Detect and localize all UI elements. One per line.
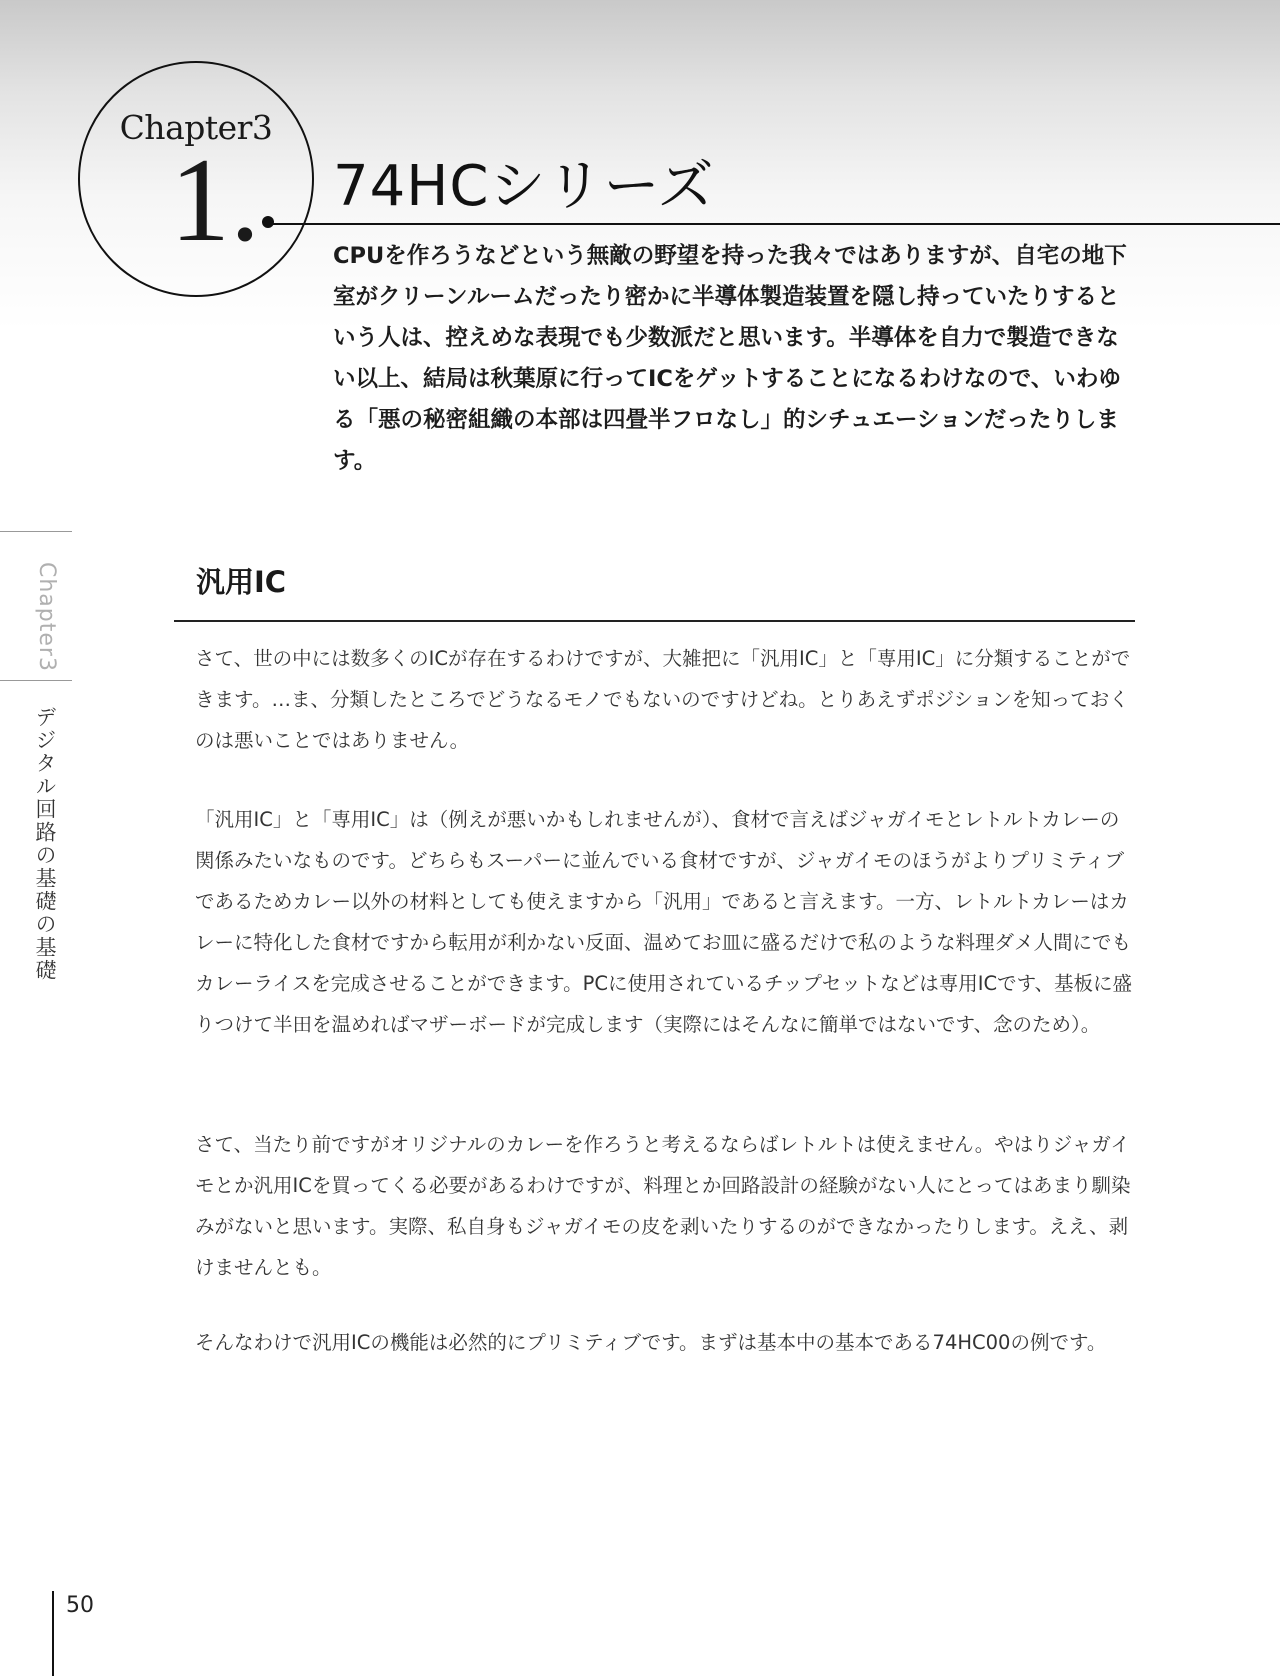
side-tab-divider-middle [0,680,72,681]
subsection-heading: 汎用IC [196,565,287,599]
body-paragraph: さて、世の中には数多くのICが存在するわけですが、大雑把に「汎用IC」と「専用IC」に分類することができます。…ま、分類したところでどうなるモノでもないのですけどね。とりあえずポジションを知っておくのは悪いことではありません。 [195,647,1131,752]
section-title: 74HCシリーズ [333,154,715,219]
chapter-number: 1. [170,133,260,266]
title-rule [272,223,1280,225]
body-paragraph: さて、当たり前ですがオリジナルのカレーを作ろうと考えるならばレトルトは使えません。やはりジャガイモとか汎用ICを買ってくる必要があるわけですが、料理とか回路設計の経験がない人にとってはあまり馴染みがないと思います。実際、私自身もジャガイモの皮を剥いたりするのができなかったりします。ええ、剥けませんとも。 [195,1133,1131,1279]
subsection-rule [174,620,1135,622]
page-number-rule [52,1591,54,1676]
title-rule-dot [262,216,274,228]
chapter-label: Chapter3 [119,108,273,147]
page-number: 50 [66,1593,94,1618]
body-paragraph: そんなわけで汎用ICの機能は必然的にプリミティブです。まずは基本中の基本である74HC00の例です。 [195,1331,1107,1354]
body-paragraph: 「汎用IC」と「専用IC」は（例えが悪いかもしれませんが）、食材で言えばジャガイモとレトルトカレーの関係みたいなものです。どちらもスーパーに並んでいる食材ですが、ジャガイモのほうがよりプリミティブであるためカレー以外の材料としても使えますから「汎用」であると言えます。一方、レトルトカレーはカレーに特化した食材ですから転用が利かない反面、温めてお皿に盛るだけで私のような料理ダメ人間にでもカレーライスを完成させることができます。PCに使用されているチップセットなどは専用ICです、基板に盛りつけて半田を温めればマザーボードが完成します（実際にはそんなに簡単ではないです、念のため）。 [195,808,1133,1036]
side-tab-chapter: Chapter3 [34,562,59,672]
side-tab-title: デジタル回路の基礎の基礎 [33,706,57,982]
side-tab-divider-top [0,531,72,532]
intro-paragraph: CPUを作ろうなどという無敵の野望を持った我々ではありますが、自宅の地下室がクリーンルームだったり密かに半導体製造装置を隠し持っていたりするという人は、控えめな表現でも少数派だと思います。半導体を自力で製造できない以上、結局は秋葉原に行ってICをゲットすることになるわけなので、いわゆる「悪の秘密組織の本部は四畳半フロなし」的シチュエーションだったりします。 [333,243,1127,474]
